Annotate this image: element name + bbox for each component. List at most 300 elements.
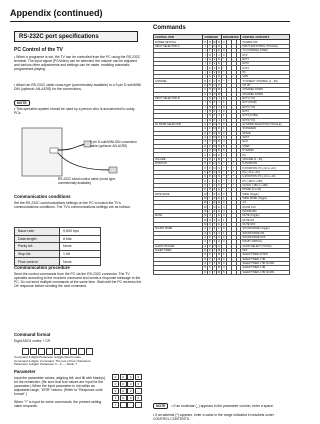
command-char-cell: U (208, 218, 211, 222)
parameter-example-cell: 9 (135, 374, 142, 380)
command-char-cell: O (213, 162, 216, 166)
command-char-cell: A (204, 236, 207, 240)
command-char-cell: T (213, 270, 216, 274)
note-badge: NOTE (153, 403, 168, 409)
command-char-cell: S (213, 188, 216, 192)
parameter-char-cell: * (233, 179, 235, 183)
control-contents-cell: PC (241, 70, 290, 74)
command-char-cell: D (218, 140, 220, 144)
setting-key: Data length: (15, 235, 60, 243)
control-contents-cell: DYNAMIC (241, 148, 290, 152)
parameter-example-cell: 0 (120, 388, 127, 394)
control-contents-cell: POWER OFF (241, 40, 290, 44)
control-contents-cell: EXT2 (Y/C) (241, 105, 290, 109)
control-contents-cell: OFF (241, 248, 290, 252)
command-char-cell: P (218, 84, 220, 87)
command-char-cell: 2 (218, 105, 220, 109)
control-contents-cell: DOLBY VIRTUAL (241, 240, 290, 244)
command-char-cell: O (204, 257, 207, 261)
command-char-cell: W (213, 40, 216, 44)
command-char-cell: F (209, 270, 211, 274)
command-char-cell: H (208, 188, 211, 192)
command-char-cell: V (209, 127, 211, 131)
control-contents-cell: PC (241, 153, 290, 157)
command-char-cell: V (209, 140, 211, 144)
command-char-cell: I (204, 110, 206, 114)
parameter-char-cell: 2 (223, 236, 225, 240)
parameter-char-cell: * (223, 175, 225, 179)
pc-plug-icon (109, 167, 117, 173)
control-item-cell: POSITION (154, 162, 203, 166)
command-char-cell: S (213, 231, 216, 235)
setting-value: 1 bit (60, 250, 101, 258)
command-char-cell: C (204, 92, 207, 96)
commands-note (153, 404, 290, 408)
command-char-cell: T (213, 53, 216, 57)
command-char-cell: U (218, 227, 220, 231)
command-char-cell: P (213, 101, 216, 105)
parameter-char-cell: 1 (223, 101, 225, 105)
command-char-cell: H (218, 79, 220, 83)
setting-key: Parity bit: (15, 243, 60, 251)
control-contents-cell: EXT1 (241, 57, 290, 61)
parameter-text: Input the parameter values, aligning left, and fill with blank(s) for the remainder. (Be sure that four values are input for the parameter.) When the input parameter is not within an adjustable range, "ERR" returns. (Refer to "Response code format".) (14, 376, 106, 397)
parameter-char-cell: * (223, 62, 225, 66)
control-contents-cell: EXT3 (241, 66, 290, 70)
note-line: • If an asterisk (*) appears, enter a value in the range indicated in brackets under CONTROL CONTENTS. (153, 413, 274, 421)
command-char-cell: S (218, 166, 220, 170)
command-char-cell: A (204, 153, 207, 157)
parameter-char-cell: * (233, 166, 235, 170)
comm-procedure-text: Send the control commands from the PC via the RS-232C connector. The TV operates according to the received command and sends a response message to the PC. Do not send multiple commands at the same time. Wait until the PC receives the OK response before sending the next command. (14, 272, 142, 289)
command-char-cell: A (204, 244, 207, 248)
command-char-cell: M (218, 253, 221, 257)
command-cell (22, 348, 29, 355)
command-char-cell: T (213, 266, 216, 270)
control-contents-cell: EXT1 (RGB) (241, 101, 290, 105)
control-contents-cell: SLEEP TIMER 30 MIN. (241, 253, 290, 257)
control-contents-cell: MOVIE (241, 131, 290, 135)
parameter-char-cell: * (228, 162, 230, 166)
parameter-char-cell: 0 (223, 214, 225, 218)
command-char-cell: W (204, 201, 207, 205)
command-char-cell: M (204, 223, 207, 226)
command-char-cell: N (208, 105, 211, 109)
control-contents-cell: AUDIO SELECT (TV/Sub) (241, 244, 290, 248)
parameter-example-cell: 0 (127, 374, 134, 380)
command-char-cell: D (218, 144, 220, 148)
command-char-cell: 1 (218, 101, 220, 105)
command-char-cell: M (213, 127, 216, 131)
command-char-cell: I (209, 205, 211, 209)
parameter-char-cell: * (223, 166, 225, 170)
command-char-cell: O (213, 175, 216, 179)
parameter-example-grid (112, 374, 142, 409)
command-char-cell: H (208, 84, 211, 87)
command-char-cell: T (209, 44, 211, 48)
control-contents-cell: USER (241, 144, 290, 148)
parameter-char-cell: 5 (223, 144, 225, 148)
command-char-cell: C (208, 244, 211, 248)
command-char-cell: S (218, 175, 220, 179)
control-contents-cell: MUTE OFF (241, 222, 290, 226)
command-char-cell: D (218, 136, 220, 140)
parameter-example-cell: 0 (112, 374, 119, 380)
command-char-cell: I (204, 70, 206, 74)
command-char-cell: A (204, 140, 207, 144)
command-char-cell: V (218, 53, 220, 57)
command-char-cell: O (204, 266, 207, 270)
command-char-cell: C (208, 227, 211, 231)
command-char-cell: C (213, 79, 216, 83)
command-char-cell: T (213, 257, 216, 261)
rs232c-port-icon (50, 148, 58, 153)
command-char-cell: O (213, 170, 216, 174)
parameter-char-cell: * (228, 188, 230, 192)
command-char-cell: D (213, 192, 216, 196)
caption-line: Command 4-digits Parameter 4-digits Return code (14, 355, 81, 359)
control-contents-cell: ZOOM 14:9 (241, 205, 290, 209)
command-char-cell: H (213, 244, 216, 248)
command-char-cell: C (208, 231, 211, 235)
parameter-char-cell: * (233, 183, 235, 187)
parameter-char-cell: * (223, 70, 225, 74)
control-item-cell: POWER SETTING (154, 40, 203, 44)
command-char-cell: I (204, 44, 206, 48)
command-char-cell: P (209, 175, 211, 179)
command-char-cell: F (209, 262, 211, 266)
command-char-cell: D (208, 53, 211, 57)
control-contents-cell: CHANNEL DOWN (241, 92, 290, 96)
command-char-cell: P (209, 170, 211, 174)
commands-note-2 (153, 413, 290, 421)
command-char-cell: N (208, 97, 211, 101)
command-char-cell: R (218, 40, 220, 44)
command-char-cell: I (204, 66, 206, 70)
command-char-cell: M (218, 157, 221, 161)
converter-cable-label: 9 pin D-sub/MINI-DIN conversion cable (optional: AN-A1RS) (90, 140, 137, 148)
control-item-cell (154, 270, 203, 274)
command-char-cell: D (213, 209, 216, 213)
parameter-text-2: When "?" is input for some commands, the present setting value responds. (14, 400, 102, 409)
control-item-cell: VOLUME (154, 157, 203, 161)
parameter-char-cell: 0 (223, 118, 225, 122)
parameter-example-cell (127, 402, 134, 408)
parameter-char-cell: 0 (223, 110, 225, 114)
parameter-char-cell: * (223, 57, 225, 61)
control-item-cell: AV MODE SELECTION (154, 122, 203, 126)
control-contents-cell: SOFT (241, 135, 290, 139)
command-char-cell: O (208, 40, 211, 44)
command-char-cell: E (218, 188, 220, 192)
section-title-box: RS-232C port specifications (14, 31, 138, 42)
caption-line: Command 4-digits: Command. The text of four characters. (14, 358, 92, 363)
command-char-cell: V (204, 170, 207, 174)
control-contents-cell: PANORAMA (241, 209, 290, 213)
control-contents-cell: EXT4 (Y/C) (241, 118, 290, 122)
comm-procedure-heading: Communication procedure (14, 265, 70, 270)
parameter-char-cell: 3 (223, 205, 225, 209)
parameter-char-cell: * (228, 170, 230, 174)
command-char-cell: D (218, 131, 220, 135)
parameter-example-row (112, 395, 142, 401)
parameter-example-cell: 0 (135, 395, 142, 401)
command-char-cell: A (209, 57, 211, 61)
command-char-cell: L (209, 179, 211, 183)
command-char-cell: U (208, 223, 211, 226)
setting-value: None (60, 243, 101, 251)
parameter-char-cell: 3 (223, 136, 225, 140)
page-title: Appendix (continued) (10, 8, 103, 18)
command-char-cell: N (208, 110, 211, 114)
parameter-char-cell: 0 (223, 53, 225, 57)
command-char-cell: P (209, 162, 211, 166)
command-char-cell: A (218, 244, 220, 248)
command-char-cell: I (209, 209, 211, 213)
serial-cable-label: RS-232C serial control cable (cross type, commercially available) (58, 177, 116, 185)
command-char-cell: C (204, 88, 207, 92)
parameter-char-cell: 0 (223, 105, 225, 109)
control-contents-cell: EXT2 (241, 62, 290, 66)
command-char-cell: A (209, 70, 211, 74)
parameter-char-cell: 4 (223, 140, 225, 144)
command-char-cell: H (208, 92, 211, 96)
control-contents-cell: H-POSITION (241, 162, 290, 166)
command-char-cell: D (218, 75, 220, 79)
command-char-cell: T (213, 253, 216, 257)
command-char-cell: H (208, 88, 211, 92)
command-char-cell: C (213, 183, 216, 187)
command-char-cell: I (204, 49, 206, 53)
command-char-cell: M (213, 123, 216, 127)
command-char-cell: P (209, 166, 211, 170)
command-char-cell: C (204, 179, 207, 183)
command-char-cell: U (218, 236, 220, 240)
command-char-cell: D (213, 88, 216, 92)
control-contents-cell: PC (-10 to +10) (241, 170, 290, 174)
parameter-example-cell: 0 (112, 388, 119, 394)
comm-conditions-text: Set the RS-232C communications settings on the PC to match the TV's communications conditions. The TV's communications settings are as follows: (14, 201, 131, 210)
command-char-cell: P (204, 40, 207, 44)
setting-value: None (60, 258, 101, 266)
command-char-cell: M (213, 153, 216, 157)
command-char-cell: 3 (218, 110, 220, 114)
parameter-char-cell: 0 (223, 40, 225, 44)
command-char-cell: A (204, 231, 207, 235)
pc-control-bullet-1: • When a programm is set, the TV can be controlled from the PC using the RS-232C terminal. The input signal (PC/video) can be selected, the volume can be adjusted and various other adjustments and settings can be made, enabling automatic programmed playing. (14, 55, 141, 72)
command-char-cell: I (204, 114, 206, 118)
command-char-cell: K (218, 179, 220, 183)
parameter-char-cell: 0 (223, 192, 225, 196)
control-contents-cell: H-POSITION: PC (-10 to +10) (241, 166, 290, 170)
parameter-char-cell: 1 (223, 231, 225, 235)
command-char-cell: A (209, 66, 211, 70)
note-badge: NOTE (14, 100, 30, 106)
control-contents-cell: INPUT SWITCHING (TOGGLE) (241, 44, 290, 48)
control-item-cell: INPUT SELECTION A (154, 44, 203, 48)
command-char-cell: U (213, 84, 216, 87)
parameter-char-cell: 2 (223, 131, 225, 135)
command-char-cell: M (204, 218, 207, 222)
table-row (15, 250, 101, 258)
command-char-cell: A (204, 144, 207, 148)
parameter-example-cell: 0 (112, 381, 119, 387)
command-char-cell: I (204, 75, 206, 79)
command-char-cell: V (209, 136, 211, 140)
parameter-example-cell: 0 (135, 381, 142, 387)
setting-key: Flow control: (15, 258, 60, 266)
command-char-cell: D (204, 79, 207, 83)
control-item-cell: SLEEP TIMER (154, 248, 203, 252)
command-char-cell: S (218, 162, 220, 166)
command-char-cell: A (209, 75, 211, 79)
note-text: • This operation system should be used by a person who is accustomed to using PCs. (14, 107, 135, 116)
command-char-cell: I (204, 97, 206, 101)
command-char-cell: P (213, 105, 216, 109)
command-char-cell: U (218, 231, 220, 235)
table-row (154, 270, 290, 274)
command-char-cell: F (209, 257, 211, 261)
command-char-cell: I (204, 118, 206, 122)
command-char-cell: M (213, 149, 216, 153)
control-contents-cell: WIDE (Toggle) (241, 192, 290, 196)
command-char-cell: A (204, 227, 207, 231)
parameter-char-cell: 2 (223, 201, 225, 205)
command-char-cell: V (213, 57, 216, 61)
command-char-cell: U (208, 214, 211, 218)
command-char-cell: L (209, 183, 211, 187)
command-char-cell: O (208, 157, 211, 161)
parameter-char-cell: 1 (223, 253, 225, 257)
command-format-text: Eight ASCII codes + CR (14, 339, 51, 343)
command-char-cell: E (218, 196, 220, 200)
parameter-example-cell: 0 (120, 381, 127, 387)
parameter-char-cell: * (223, 157, 225, 161)
command-format-heading: Command format (14, 332, 51, 337)
command-char-cell: U (218, 240, 220, 244)
control-contents-cell: USB (241, 75, 290, 79)
table-row (15, 243, 101, 251)
command-char-cell: F (209, 253, 211, 257)
command-char-cell: V (204, 157, 207, 161)
control-contents-cell: TV (CHANNEL FIXED) (241, 49, 290, 53)
control-contents-cell: PHASE (0 to 60) (241, 188, 290, 192)
command-char-cell: E (218, 192, 220, 196)
parameter-char-cell: * (228, 175, 230, 179)
command-char-cell: V (213, 70, 216, 74)
parameter-char-cell: 1 (223, 114, 225, 118)
parameter-char-cell: * (223, 79, 225, 83)
command-char-cell: M (218, 257, 221, 261)
command-char-cell: D (218, 66, 220, 70)
command-char-cell: E (218, 205, 220, 209)
command-cell (46, 348, 53, 355)
serial-cable (58, 153, 110, 170)
command-char-cell: D (213, 92, 216, 96)
parameter-char-cell: * (223, 188, 225, 192)
command-char-cell: A (204, 131, 207, 135)
command-char-cell: G (213, 44, 216, 48)
parameter-cell (62, 348, 69, 355)
command-char-cell: D (218, 49, 220, 53)
parameter-char-cell: * (228, 79, 230, 83)
control-contents-cell: ECO (241, 140, 290, 144)
commands-heading: Commands (153, 25, 186, 31)
control-item-cell: MUTE (154, 214, 203, 218)
command-char-cell: D (218, 153, 220, 157)
command-char-cell: A (204, 240, 207, 244)
command-char-cell: V (213, 49, 216, 53)
parameter-char-cell: 1 (223, 127, 225, 131)
command-char-cell: M (218, 249, 221, 253)
command-char-cell: V (209, 144, 211, 148)
caption-line: Parameter 4-digits: Parameter 0 – 9, –, blank, ? (14, 362, 78, 367)
command-char-cell: V (213, 66, 216, 70)
parameter-char-cell: * (228, 166, 230, 170)
table-row (15, 235, 101, 243)
setting-key: Stop bit: (15, 250, 60, 258)
parameter-char-cell: 1 (223, 196, 225, 200)
parameter-char-cell: 5 (223, 270, 225, 274)
command-format-cells (22, 348, 94, 355)
command-char-cell: I (204, 101, 206, 105)
command-char-cell: M (213, 136, 216, 140)
command-char-cell: C (208, 236, 211, 240)
command-char-cell: D (218, 149, 220, 153)
column-header: CONTROL CONTENTS (241, 35, 290, 40)
command-char-cell: I (209, 201, 211, 205)
command-char-cell: W (204, 196, 207, 200)
parameter-example-row (112, 402, 142, 408)
command-char-cell: V (213, 75, 216, 79)
parameter-char-cell: * (223, 66, 225, 70)
parameter-char-cell: * (233, 175, 235, 179)
command-char-cell: E (218, 201, 220, 205)
command-char-cell: D (218, 123, 220, 127)
parameter-char-cell: 2 (223, 257, 225, 261)
return-cell (86, 348, 93, 355)
command-char-cell: O (204, 262, 207, 266)
command-char-cell: T (213, 214, 216, 218)
command-char-cell: M (213, 140, 216, 144)
parameter-char-cell: * (223, 170, 225, 174)
parameter-example-cell (120, 402, 127, 408)
control-contents-cell: SLEEP TIMER 2 HR. (241, 266, 290, 270)
parameter-cell (78, 348, 85, 355)
command-char-cell: N (208, 101, 211, 105)
control-contents-cell: SLEEP TIMER 1 HR. (241, 257, 290, 261)
command-char-cell: D (213, 201, 216, 205)
commands-table (153, 34, 290, 275)
control-contents-cell: MUTE (Toggle) (241, 214, 290, 218)
command-char-cell: I (204, 105, 206, 109)
command-char-cell: D (218, 44, 220, 48)
command-char-cell: A (209, 62, 211, 66)
command-char-cell: O (213, 166, 216, 170)
command-char-cell: E (218, 218, 220, 222)
command-char-cell: I (204, 57, 206, 61)
command-char-cell: A (204, 136, 207, 140)
command-cell (30, 348, 37, 355)
control-item-cell: INPUT SELECTION B (154, 96, 203, 100)
command-char-cell: H (204, 166, 207, 170)
command-char-cell: M (218, 266, 221, 270)
control-contents-cell: TV DIRECT CHANNEL (1 – 99) (241, 79, 290, 83)
command-char-cell: P (213, 97, 216, 101)
parameter-example-row (112, 374, 142, 380)
control-contents-cell: WIDE MODE (Toggle) (241, 196, 290, 200)
parameter-example-cell: 3 (127, 381, 134, 387)
